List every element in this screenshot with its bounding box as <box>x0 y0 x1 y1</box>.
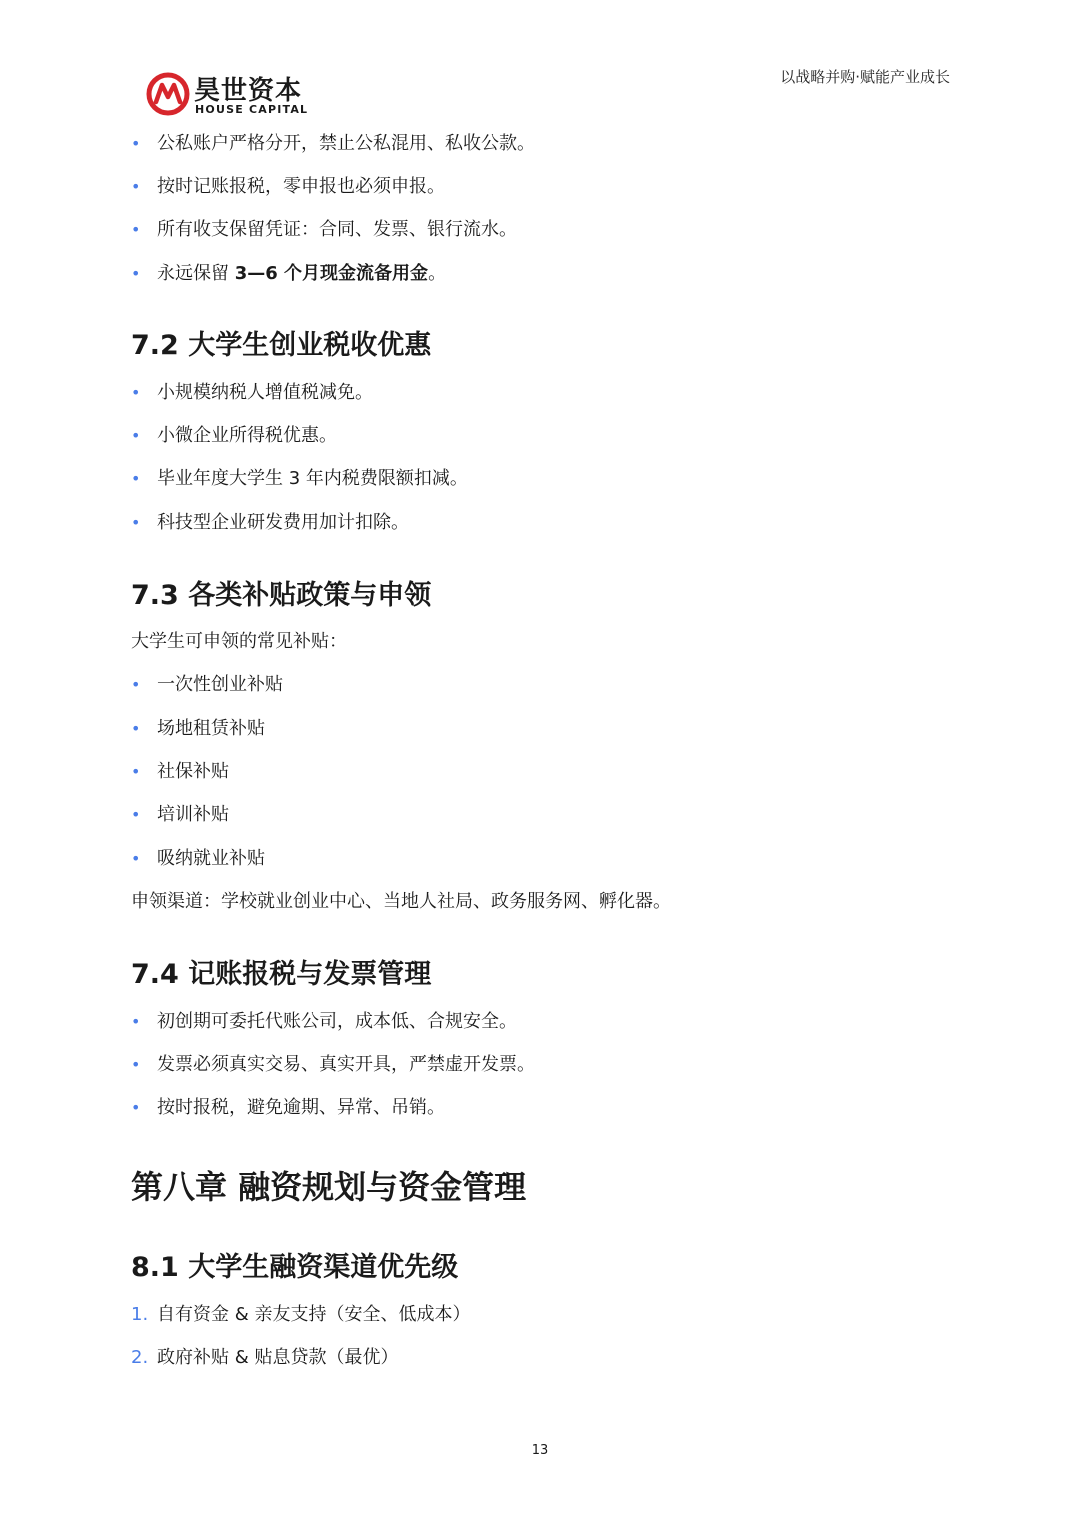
bullet-icon: • <box>131 469 141 488</box>
list-item-text: 初创期可委托代账公司，成本低、合规安全。 <box>157 1011 517 1032</box>
list-number: 2. <box>131 1347 149 1368</box>
list-item-text: 培训补贴 <box>157 804 229 825</box>
text-post: 。 <box>428 263 447 284</box>
list-item-text: 公私账户严格分开，禁止公私混用、私收公款。 <box>157 133 535 154</box>
emphasis-text: 3—6 个月现金流备用金 <box>234 263 429 284</box>
page-number: 13 <box>531 1443 549 1458</box>
bullet-icon: • <box>131 513 141 532</box>
header-slogan: 以战略并购·赋能产业成长 <box>780 68 950 86</box>
list-item-text <box>157 261 446 287</box>
logo-chinese-name: 昊世资本 <box>194 76 303 106</box>
section-heading-7-2: 7.2 大学生创业税收优惠 <box>131 330 432 361</box>
list-item-text: 小规模纳税人增值税减免。 <box>157 382 373 403</box>
bullet-icon: • <box>131 383 141 402</box>
chapter-heading-8: 第八章 融资规划与资金管理 <box>131 1168 527 1206</box>
section-heading-8-1: 8.1 大学生融资渠道优先级 <box>131 1252 459 1283</box>
list-item-text: 小微企业所得税优惠。 <box>157 425 337 446</box>
list-item-text: 吸纳就业补贴 <box>157 848 265 869</box>
bullet-icon: • <box>131 134 141 153</box>
list-item-text: 毕业年度大学生 3 年内税费限额扣减。 <box>157 468 468 489</box>
bullet-icon: • <box>131 177 141 196</box>
list-item-text: 按时记账报税，零申报也必须申报。 <box>157 176 445 197</box>
bullet-icon: • <box>131 762 141 781</box>
subsidy-intro: 大学生可申领的常见补贴： <box>131 631 347 652</box>
bullet-icon: • <box>131 805 141 824</box>
section-heading-7-3: 7.3 各类补贴政策与申领 <box>131 580 432 611</box>
bullet-icon: • <box>131 264 141 283</box>
company-logo <box>146 70 316 120</box>
bullet-icon: • <box>131 220 141 239</box>
list-number: 1. <box>131 1304 149 1325</box>
list-item-text: 自有资金 & 亲友支持（安全、低成本） <box>157 1304 471 1325</box>
text-pre: 永远保留 <box>157 263 235 284</box>
list-item-text: 发票必须真实交易、真实开具，严禁虚开发票。 <box>157 1054 535 1075</box>
bullet-icon: • <box>131 1055 141 1074</box>
list-item-text: 所有收支保留凭证：合同、发票、银行流水。 <box>157 219 517 240</box>
list-item-text: 科技型企业研发费用加计扣除。 <box>157 512 409 533</box>
list-item-text: 场地租赁补贴 <box>157 718 265 739</box>
logo-english-name: HOUSE CAPITAL <box>195 103 309 116</box>
house-capital-logo-icon <box>146 72 190 116</box>
bullet-icon: • <box>131 1098 141 1117</box>
bullet-icon: • <box>131 849 141 868</box>
list-item-text: 一次性创业补贴 <box>157 674 283 695</box>
bullet-icon: • <box>131 1012 141 1031</box>
bullet-icon: • <box>131 719 141 738</box>
list-item-text: 按时报税，避免逾期、异常、吊销。 <box>157 1097 445 1118</box>
bullet-icon: • <box>131 426 141 445</box>
bullet-icon: • <box>131 675 141 694</box>
application-channels: 申领渠道：学校就业创业中心、当地人社局、政务服务网、孵化器。 <box>131 891 671 912</box>
list-item-text: 社保补贴 <box>157 761 229 782</box>
section-heading-7-4: 7.4 记账报税与发票管理 <box>131 959 432 990</box>
list-item-text: 政府补贴 & 贴息贷款（最优） <box>157 1347 399 1368</box>
